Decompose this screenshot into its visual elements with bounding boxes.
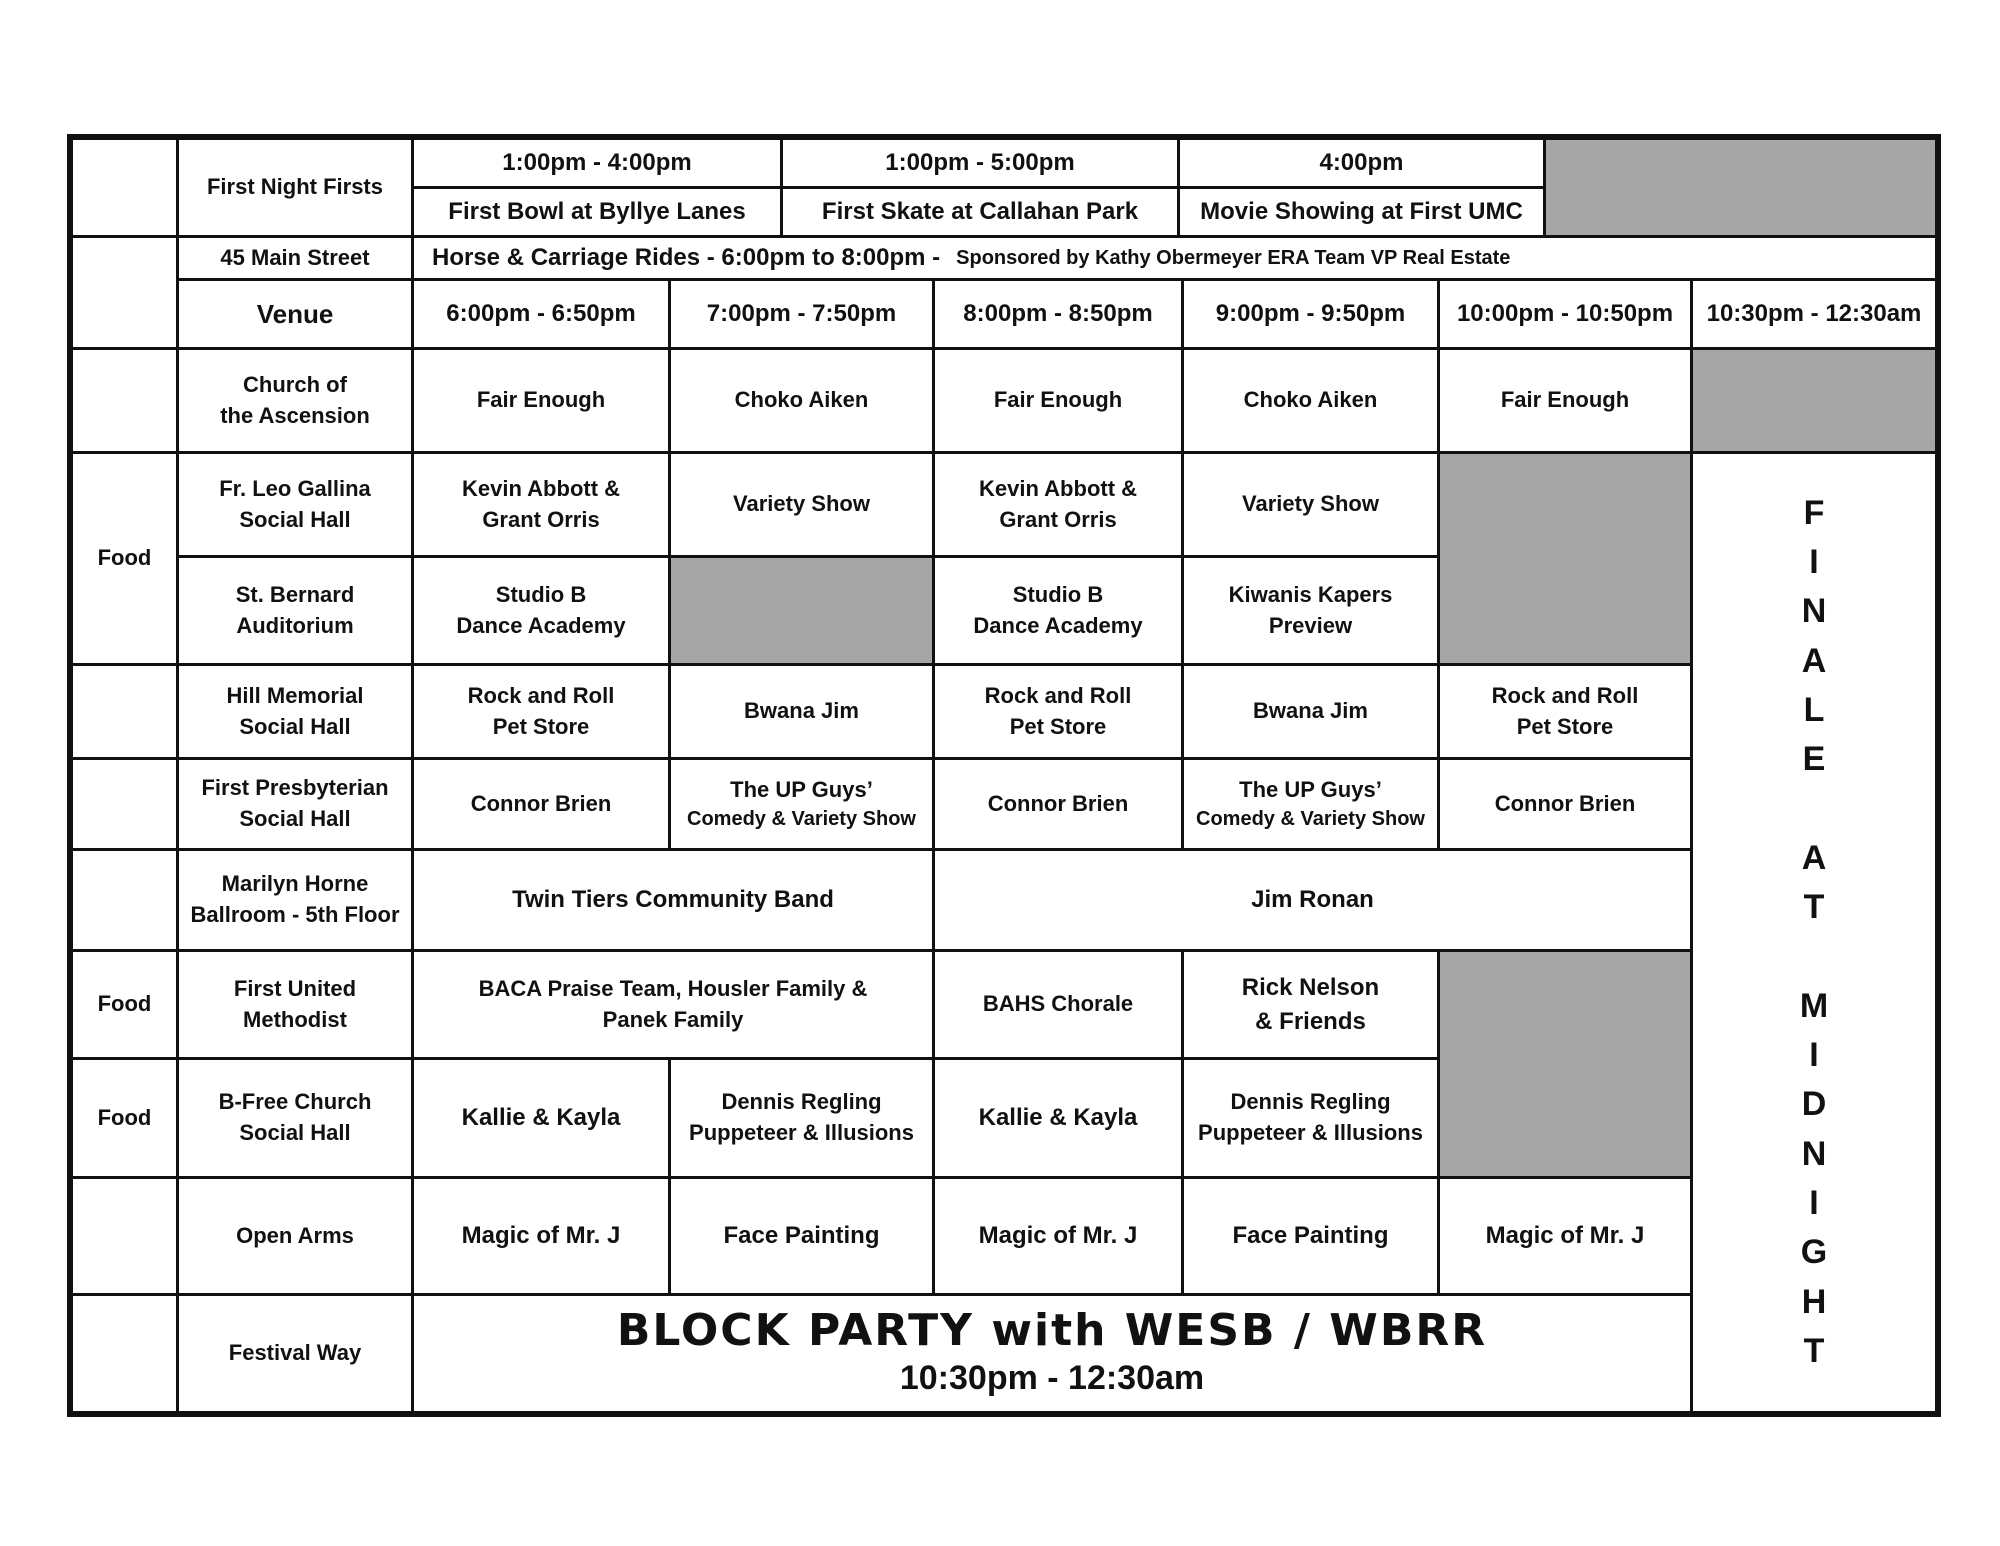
finale-letter: I [1809, 543, 1819, 582]
slot-bfree-2: Dennis Regling Puppeteer & Illusions [668, 1057, 935, 1179]
first-night-time-3: 4:00pm [1177, 137, 1546, 189]
slot-bfree-1: Kallie & Kayla [411, 1057, 671, 1179]
slot-marilyn-late: Jim Ronan [932, 848, 1693, 952]
venue-bfree-church: B-Free Church Social Hall [176, 1057, 414, 1179]
food-col-open-arms [70, 1176, 179, 1296]
slot-openarms-2: Face Painting [668, 1176, 935, 1296]
finale-letter: A [1801, 838, 1827, 877]
venue-hill-memorial: Hill Memorial Social Hall [176, 663, 414, 760]
horse-rides-banner [411, 235, 1938, 281]
finale-letter: F [1803, 493, 1825, 532]
finale-letter [1800, 785, 1828, 834]
food-col-marilyn [70, 848, 179, 952]
venue-first-presbyterian: First Presbyterian Social Hall [176, 757, 414, 851]
time-header-2: 7:00pm - 7:50pm [668, 278, 935, 350]
first-night-event-1: First Bowl at Byllye Lanes [411, 186, 783, 238]
time-header-1: 6:00pm - 6:50pm [411, 278, 671, 350]
slot-openarms-5: Magic of Mr. J [1437, 1176, 1693, 1296]
finale-letter: N [1801, 1134, 1827, 1173]
finale-letter: I [1809, 1036, 1819, 1075]
slot-methodist-bfree-5-empty [1437, 949, 1693, 1179]
slot-bernard-2-empty [668, 555, 935, 666]
finale-letter: T [1803, 1331, 1825, 1370]
slot-bernard-4: Kiwanis Kapers Preview [1181, 555, 1440, 666]
slot-methodist-4: Rick Nelson & Friends [1181, 949, 1440, 1060]
first-night-label: First Night Firsts [176, 137, 414, 238]
time-header-5: 10:00pm - 10:50pm [1437, 278, 1693, 350]
venue-marilyn-horne: Marilyn Horne Ballroom - 5th Floor [176, 848, 414, 952]
finale-letter: G [1800, 1233, 1828, 1272]
venue-leo-gallina: Fr. Leo Gallina Social Hall [176, 451, 414, 558]
finale-letter: T [1803, 888, 1825, 927]
slot-hill-1: Rock and Roll Pet Store [411, 663, 671, 760]
finale-letter: M [1799, 986, 1829, 1025]
slot-hill-5: Rock and Roll Pet Store [1437, 663, 1693, 760]
slot-presb-3: Connor Brien [932, 757, 1184, 851]
slot-hill-4: Bwana Jim [1181, 663, 1440, 760]
first-night-time-2: 1:00pm - 5:00pm [780, 137, 1180, 189]
finale-letter: L [1803, 691, 1825, 730]
venue-open-arms: Open Arms [176, 1176, 414, 1296]
venue-st-bernard: St. Bernard Auditorium [176, 555, 414, 666]
finale-letter: I [1809, 1183, 1819, 1222]
slot-methodist-early: BACA Praise Team, Housler Family & Panek Family [411, 949, 935, 1060]
finale-letter: D [1801, 1085, 1827, 1124]
block-party-time: 10:30pm - 12:30am [899, 1358, 1205, 1397]
slot-bfree-3: Kallie & Kayla [932, 1057, 1184, 1179]
slot-church-2: Choko Aiken [668, 347, 935, 454]
slot-leo-3: Kevin Abbott & Grant Orris [932, 451, 1184, 558]
slot-methodist-3: BAHS Chorale [932, 949, 1184, 1060]
finale-letter: H [1801, 1282, 1827, 1321]
slot-church-3: Fair Enough [932, 347, 1184, 454]
slot-church-6-empty [1690, 347, 1938, 454]
slot-bernard-3: Studio B Dance Academy [932, 555, 1184, 666]
block-party-title: BLOCK PARTY with WESB / WBRR [616, 1305, 1488, 1357]
horse-rides-sponsor: Sponsored by Kathy Obermeyer ERA Team VP Real Estate [956, 247, 1511, 269]
slot-openarms-4: Face Painting [1181, 1176, 1440, 1296]
finale-letter [1800, 933, 1828, 982]
horse-rides-title: Horse & Carriage Rides - 6:00pm to 8:00pm - [432, 244, 941, 272]
time-header-6: 10:30pm - 12:30am [1690, 278, 1938, 350]
venue-header: Venue [176, 278, 414, 350]
horse-venue: 45 Main Street [176, 235, 414, 281]
slot-church-4: Choko Aiken [1181, 347, 1440, 454]
slot-presb-2: The UP Guys’ Comedy & Variety Show [668, 757, 935, 851]
first-night-event-3: Movie Showing at First UMC [1177, 186, 1546, 238]
food-col-hill [70, 663, 179, 760]
slot-hill-2: Bwana Jim [668, 663, 935, 760]
time-header-3: 8:00pm - 8:50pm [932, 278, 1184, 350]
slot-marilyn-early: Twin Tiers Community Band [411, 848, 935, 952]
venue-church-ascension: Church of the Ascension [176, 347, 414, 454]
slot-presb-5: Connor Brien [1437, 757, 1693, 851]
slot-church-5: Fair Enough [1437, 347, 1693, 454]
food-label-methodist: Food [70, 949, 179, 1060]
slot-bernard-1: Studio B Dance Academy [411, 555, 671, 666]
food-col-festival [70, 1293, 179, 1414]
slot-hill-3: Rock and Roll Pet Store [932, 663, 1184, 760]
food-col-church [70, 347, 179, 454]
slot-bfree-4: Dennis Regling Puppeteer & Illusions [1181, 1057, 1440, 1179]
first-night-food-col [70, 137, 179, 238]
venue-festival-way: Festival Way [176, 1293, 414, 1414]
header-food-col [70, 235, 179, 350]
finale-at-midnight [1690, 451, 1938, 1414]
first-night-event-2: First Skate at Callahan Park [780, 186, 1180, 238]
slot-leo-4: Variety Show [1181, 451, 1440, 558]
slot-leo-2: Variety Show [668, 451, 935, 558]
slot-presb-1: Connor Brien [411, 757, 671, 851]
finale-letter: A [1801, 641, 1827, 680]
finale-letter: E [1802, 740, 1826, 779]
food-label-bfree: Food [70, 1057, 179, 1179]
food-label-leo: Food [70, 451, 179, 666]
slot-openarms-1: Magic of Mr. J [411, 1176, 671, 1296]
venue-first-united-methodist: First United Methodist [176, 949, 414, 1060]
slot-leo-1: Kevin Abbott & Grant Orris [411, 451, 671, 558]
time-header-4: 9:00pm - 9:50pm [1181, 278, 1440, 350]
first-night-time-1: 1:00pm - 4:00pm [411, 137, 783, 189]
finale-letter: N [1801, 592, 1827, 631]
block-party [411, 1293, 1693, 1414]
slot-leo-bernard-5-empty [1437, 451, 1693, 666]
finale-letters [1800, 489, 1828, 1376]
first-night-empty [1543, 137, 1938, 238]
food-col-presbyterian [70, 757, 179, 851]
slot-presb-4: The UP Guys’ Comedy & Variety Show [1181, 757, 1440, 851]
slot-openarms-3: Magic of Mr. J [932, 1176, 1184, 1296]
slot-church-1: Fair Enough [411, 347, 671, 454]
